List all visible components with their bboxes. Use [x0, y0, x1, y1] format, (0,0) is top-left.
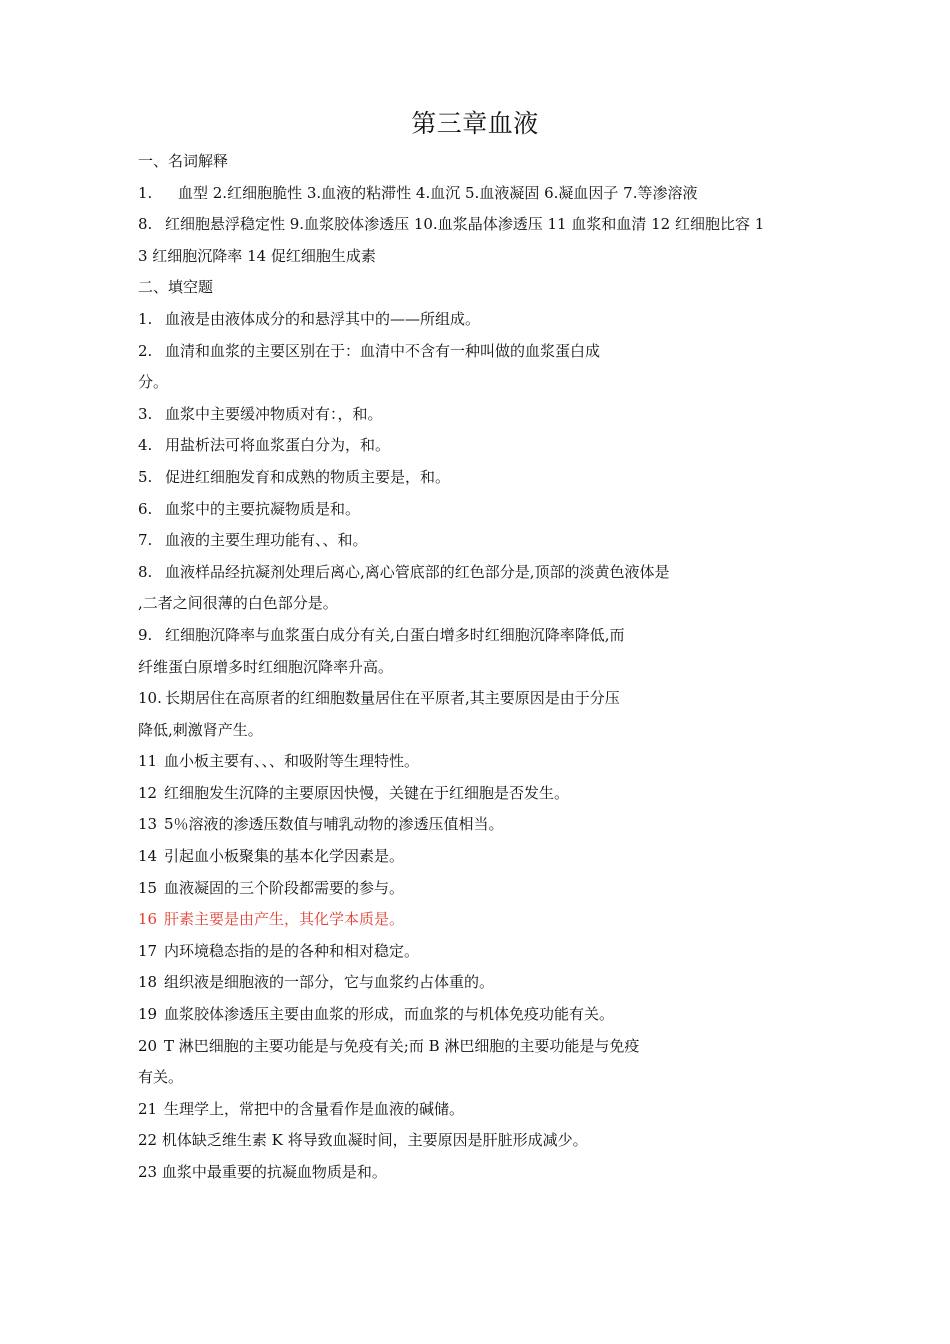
list-item — [138, 1125, 818, 1157]
list-text: 生理学上，常把中的含量看作是血液的碱储。 — [164, 1099, 465, 1118]
list-item — [138, 430, 818, 462]
list-number: 10. — [138, 689, 162, 708]
list-number: 19 — [138, 1005, 158, 1024]
list-item — [138, 841, 818, 873]
list-text: 血液凝固的三个阶段都需要的参与。 — [164, 878, 405, 897]
list-item — [138, 304, 818, 336]
list-item — [138, 620, 818, 652]
list-text: 3 红细胞沉降率 14 促红细胞生成素 — [138, 246, 376, 265]
list-item — [138, 1094, 818, 1126]
list-text: 内环境稳态指的是的各种和相对稳定。 — [164, 941, 420, 960]
list-text: 引起血小板聚集的基本化学因素是。 — [164, 847, 405, 866]
list-text: 长期居住在高原者的红细胞数量居住在平原者,其主要原因是由于分压 — [165, 689, 620, 708]
list-text: 血液样品经抗凝剂处理后离心,离心管底部的红色部分是,顶部的淡黄色液体是 — [165, 562, 670, 581]
list-number: 6. — [138, 499, 153, 518]
list-text: 23 血浆中最重要的抗凝血物质是和。 — [138, 1163, 387, 1181]
list-text: 血浆中的主要抗凝物质是和。 — [165, 499, 361, 518]
list-item — [138, 778, 818, 810]
document-body — [138, 146, 818, 1189]
list-number: 20 — [138, 1036, 158, 1055]
list-text: 纤维蛋白原增多时红细胞沉降率升高。 — [138, 657, 394, 676]
list-number: 8. — [138, 215, 153, 234]
list-number: 11 — [138, 752, 158, 771]
list-text: 降低,刺激肾产生。 — [138, 720, 263, 739]
list-item — [138, 683, 818, 715]
list-text: 红细胞沉降率与血浆蛋白成分有关,白蛋白增多时红细胞沉降率降低,而 — [165, 625, 625, 644]
list-text: 红细胞发生沉降的主要原因快慢，关键在于红细胞是否发生。 — [164, 783, 570, 802]
list-item — [138, 588, 818, 620]
list-number: 1. — [138, 309, 153, 328]
definitions-line-1 — [138, 178, 818, 210]
list-number: 9. — [138, 625, 153, 644]
list-number: 14 — [138, 847, 158, 866]
list-text: 血浆胶体渗透压主要由血浆的形成，而血浆的与机体免疫功能有关。 — [164, 1005, 615, 1024]
list-item — [138, 746, 818, 778]
list-text: 血小板主要有、、、和吸附等生理特性。 — [164, 752, 420, 771]
list-item — [138, 809, 818, 841]
list-text: 5％溶液的渗透压数值与哺乳动物的渗透压值相当。 — [164, 815, 504, 834]
list-item — [138, 367, 818, 399]
list-number: 21 — [138, 1099, 158, 1118]
list-text: 血清和血浆的主要区别在于：血清中不含有一种叫做的血浆蛋白成 — [165, 341, 601, 360]
list-item — [138, 936, 818, 968]
list-text: 红细胞悬浮稳定性 9.血浆胶体渗透压 10.血浆晶体渗透压 11 血浆和血清 12 红细胞比容 1 — [165, 215, 765, 234]
list-item — [138, 967, 818, 999]
section-heading-definitions: 一、名词解释 — [138, 152, 229, 170]
list-item — [138, 557, 818, 589]
definitions-line-3 — [138, 241, 818, 273]
list-item — [138, 1062, 818, 1094]
list-item — [138, 399, 818, 431]
list-item — [138, 1031, 818, 1063]
list-item — [138, 715, 818, 747]
list-text: 血型 2.红细胞脆性 3.血液的粘滞性 4.血沉 5.血液凝固 6.凝血因子 7.等渗溶液 — [178, 183, 698, 202]
page-title: 第三章血液 — [411, 109, 539, 138]
list-text: 用盐析法可将血浆蛋白分为，和。 — [165, 436, 391, 455]
list-item — [138, 336, 818, 368]
list-text: 肝素主要是由产生，其化学本质是。 — [164, 910, 405, 929]
list-number: 12 — [138, 783, 158, 802]
list-text: 有关。 — [138, 1068, 184, 1087]
list-item — [138, 1157, 818, 1189]
list-text: 组织液是细胞液的一部分，它与血浆约占体重的。 — [164, 973, 495, 992]
list-number: 7. — [138, 531, 153, 550]
list-text: 分。 — [138, 373, 169, 392]
list-number: 2. — [138, 341, 153, 360]
fill-in-list — [138, 304, 818, 1189]
list-item — [138, 999, 818, 1031]
definitions-line-2 — [138, 209, 818, 241]
list-text: 22 机体缺乏维生素 K 将导致血凝时间，主要原因是肝脏形成减少。 — [138, 1131, 588, 1150]
list-number: 16 — [138, 910, 158, 929]
list-number: 3. — [138, 404, 153, 423]
list-text: 血液是由液体成分的和悬浮其中的——所组成。 — [165, 309, 481, 328]
list-number: 1. — [138, 183, 153, 202]
list-text: ,二者之间很薄的白色部分是。 — [138, 594, 338, 613]
list-number: 5. — [138, 467, 153, 486]
list-text: T 淋巴细胞的主要功能是与免疫有关;而 B 淋巴细胞的主要功能是与免疫 — [164, 1036, 640, 1055]
list-item — [138, 462, 818, 494]
list-item — [138, 652, 818, 684]
list-text: 促进红细胞发育和成熟的物质主要是，和。 — [165, 467, 451, 486]
list-item — [138, 494, 818, 526]
list-item — [138, 873, 818, 905]
list-text: 血浆中主要缓冲物质对有：，和。 — [165, 404, 383, 423]
list-text: 血液的主要生理功能有、、和。 — [165, 531, 368, 550]
list-item — [138, 904, 818, 936]
section-heading-fill-in: 二、填空题 — [138, 278, 214, 297]
list-number: 15 — [138, 878, 158, 897]
list-number: 4. — [138, 436, 153, 455]
list-number: 8. — [138, 562, 153, 581]
list-number: 18 — [138, 973, 158, 992]
list-number: 13 — [138, 815, 158, 834]
list-number: 17 — [138, 941, 158, 960]
list-item — [138, 525, 818, 557]
